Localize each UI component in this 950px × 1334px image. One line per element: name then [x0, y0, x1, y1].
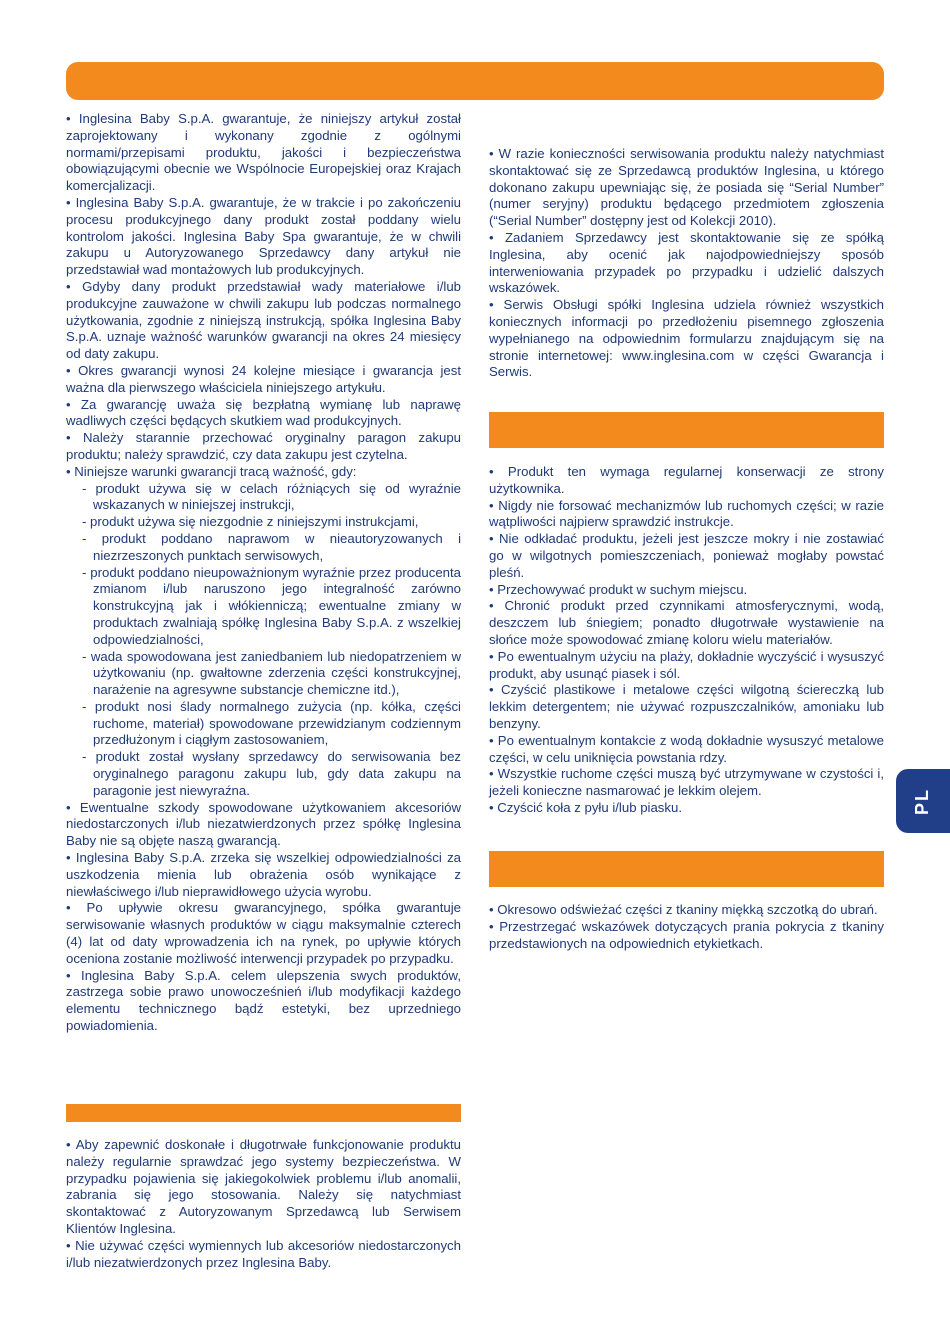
safety-item: • Aby zapewnić doskonałe i długotrwałe funkcjonowanie produktu należy regularnie sprawdzać jego systemy bezpieczeństwa. W przypadku pojawienia się jakiegokolwiek problemu i/lub anomalii, zabrania się jego stosowania. Należy się natychmiast skontaktować z Autoryzowanym Sprzedawcą lub Serwisem Klientów Inglesina.	[66, 1137, 461, 1236]
service-item: • Zadaniem Sprzedawcy jest skontaktowanie się ze spółką Inglesina, aby ocenić jak najodpowiedniejszy sposób interweniowania przypadek po przypadku i udzielić dalszych wskazówek.	[489, 229, 884, 296]
maintenance-item: • Produkt ten wymaga regularnej konserwacji ze strony użytkownika.	[489, 464, 884, 496]
section-header-bar-fabric	[489, 851, 884, 887]
guarantee-item: • Okres gwarancji wynosi 24 kolejne miesiące i gwarancja jest ważna dla pierwszego właściciela niniejszego artykułu.	[66, 362, 461, 395]
guarantee-condition: - produkt poddano naprawom w nieautoryzowanych i niezrzeszonych punktach serwisowych,	[82, 530, 461, 563]
guarantee-item: • Za gwarancję uważa się bezpłatną wymianę lub naprawę wadliwych części będących skutkiem wad produkcyjnych.	[66, 396, 461, 429]
guarantee-condition: - wada spowodowana jest zaniedbaniem lub niedopatrzeniem w użytkowaniu (np. gwałtowne zderzenia części konstrukcyjnej, narażenie na agresywne substancje chemiczne itd.),	[82, 648, 461, 698]
section-header-bar-safety	[66, 1104, 461, 1122]
guarantee-condition: - produkt używa się w celach różniących się od wyraźnie wskazanych w niniejszej instrukcji,	[82, 480, 461, 513]
maintenance-item: • Po ewentualnym użyciu na plaży, dokładnie wyczyścić i wysuszyć produkt, aby usunąć piasek i sól.	[489, 648, 884, 681]
guarantee-item: • Ewentualne szkody spowodowane użytkowaniem akcesoriów niedostarczonych i/lub niezatwierdzonych przez spółkę Inglesina Baby nie są objęte naszą gwarancją.	[66, 799, 461, 849]
fabric-item: • Przestrzegać wskazówek dotyczących prania pokrycia z tkaniny przedstawionych na odpowiednich etykietkach.	[489, 918, 884, 951]
maintenance-item: • Przechowywać produkt w suchym miejscu.	[489, 581, 748, 597]
service-section	[489, 146, 884, 381]
fabric-section	[489, 902, 884, 952]
maintenance-item: • Czyścić koła z pyłu i/lub piasku.	[489, 799, 682, 815]
maintenance-item: • Nigdy nie forsować mechanizmów lub ruchomych części; w razie wątpliwości najpierw sprawdzić instrukcje.	[489, 497, 884, 530]
guarantee-item: • Po upływie okresu gwarancyjnego, spółka gwarantuje serwisowanie własnych produktów w ciągu maksymalnie czterech (4) lat od daty wprowadzenia ich na rynek, po upływie których oceniona zostanie możliwość interwencji przypadek po przypadku.	[66, 900, 461, 966]
language-tab	[896, 769, 950, 833]
guarantee-item: • Niniejsze warunki gwarancji tracą ważność, gdy:	[66, 463, 357, 479]
maintenance-item: • Nie odkładać produktu, jeżeli jest jeszcze mokry i nie zostawiać go w wilgotnych pomieszczeniach, ponieważ mogłaby powstać pleśń.	[489, 531, 884, 580]
guarantee-item: • Gdyby dany produkt przedstawiał wady materiałowe i/lub produkcyjne zauważone w chwili zakupu lub podczas normalnego użytkowania, zgodnie z niniejszą instrukcją, spółka Inglesina Baby S.p.A. uznaje ważność warunków gwarancji na okres 24 miesięcy od daty zakupu.	[66, 278, 461, 362]
section-header-bar-guarantee	[66, 62, 884, 100]
guarantee-item: • Inglesina Baby S.p.A. gwarantuje, że w trakcie i po zakończeniu procesu produkcyjnego dany produkt został poddany wielu kontrolom jakości. Inglesina Baby Spa gwarantuje, że w chwili zakupu u Autoryzowanego Sprzedawcy dany artykuł nie przedstawiał wad montażowych lub produkcyjnych.	[66, 194, 461, 278]
service-item: • W razie konieczności serwisowania produktu należy natychmiast skontaktować się ze Sprzedawcą produktów Inglesina, u którego dokonano zakupu upewniając się, że posiada się “Serial Number” (numer seryjny) produktu będącego przedmiotem zgłoszenia (“Serial Number” dostępny jest od Kolekcji 2010).	[489, 146, 884, 229]
safety-section	[66, 1137, 461, 1271]
maintenance-section	[489, 464, 884, 817]
guarantee-item: • Inglesina Baby S.p.A. celem ulepszenia swych produktów, zastrzega sobie prawo unowocześnień i/lub modyfikacji każdego elementu technicznego bądź estetyki, bez uprzedniego powiadomienia.	[66, 967, 461, 1034]
guarantee-condition: - produkt nosi ślady normalnego zużycia (np. kółka, części ruchome, materiał) spowodowane przewidzianym codziennym przedłużonym i ciągłym zastosowaniem,	[82, 698, 461, 748]
guarantee-item: • Inglesina Baby S.p.A. gwarantuje, że niniejszy artykuł został zaprojektowany i wykonany zgodnie z ogólnymi normami/przepisami produktu, jakości i bezpieczeństwa obowiązującymi obecnie we Wspólnocie Europejskiej oraz Krajach komercjalizacji.	[66, 111, 461, 194]
section-header-bar-maintenance	[489, 412, 884, 448]
maintenance-item: • Chronić produkt przed czynnikami atmosferycznymi, wodą, deszczem lub śniegiem; ponadto długotrwałe wystawienie na słońce może spowodować zmianę koloru wielu materiałów.	[489, 598, 884, 647]
guarantee-item: • Inglesina Baby S.p.A. zrzeka się wszelkiej odpowiedzialności za uszkodzenia mienia lub obrażenia osób wynikające z niewłaściwego i/lub nieprawidłowego użycia wyrobu.	[66, 850, 461, 899]
guarantee-condition: - produkt używa się niezgodnie z niniejszymi instrukcjami,	[82, 514, 419, 530]
service-item: • Serwis Obsługi spółki Inglesina udziela również wszystkich koniecznych informacji po przedłożeniu pisemnego zgłoszenia wypełnianego na odpowiednim formularzu znajdującym się na stronie internetowej: www.inglesina.com w części Gwarancja i Serwis.	[489, 297, 884, 380]
guarantee-condition: - produkt został wysłany sprzedawcy do serwisowania bez oryginalnego paragonu zakupu lub, gdy data zakupu na paragonie jest niewyraźna.	[82, 749, 461, 798]
guarantee-condition: - produkt poddano nieupoważnionym wyraźnie przez producenta zmianom i/lub naruszono jego integralność zarówno konstrukcyjną jak i włókienniczą; ewentualne zmiany w produktach zwalniają spółkę Inglesina Baby S.p.A. z wszelkiej odpowiedzialności,	[82, 564, 461, 647]
safety-item: • Nie używać części wymiennych lub akcesoriów niedostarczonych i/lub niezatwierdzonych przez Inglesina Baby.	[66, 1237, 461, 1270]
maintenance-item: • Czyścić plastikowe i metalowe części wilgotną ściereczką lub lekkim detergentem; nie używać rozpuszczalników, amoniaku lub benzyny.	[489, 682, 884, 731]
guarantee-section	[66, 111, 461, 1035]
guarantee-item: • Należy starannie przechować oryginalny paragon zakupu produktu; należy sprawdzić, czy data zakupu jest czytelna.	[66, 430, 461, 462]
language-tab-label: PL	[912, 787, 933, 815]
fabric-item: • Okresowo odświeżać części z tkaniny miękką szczotką do ubrań.	[489, 902, 878, 917]
maintenance-item: • Wszystkie ruchome części muszą być utrzymywane w czystości i, jeżeli konieczne nasmarować je lekkim olejem.	[489, 766, 884, 799]
maintenance-item: • Po ewentualnym kontakcie z wodą dokładnie wysuszyć metalowe części, w celu uniknięcia powstania rdzy.	[489, 732, 884, 765]
